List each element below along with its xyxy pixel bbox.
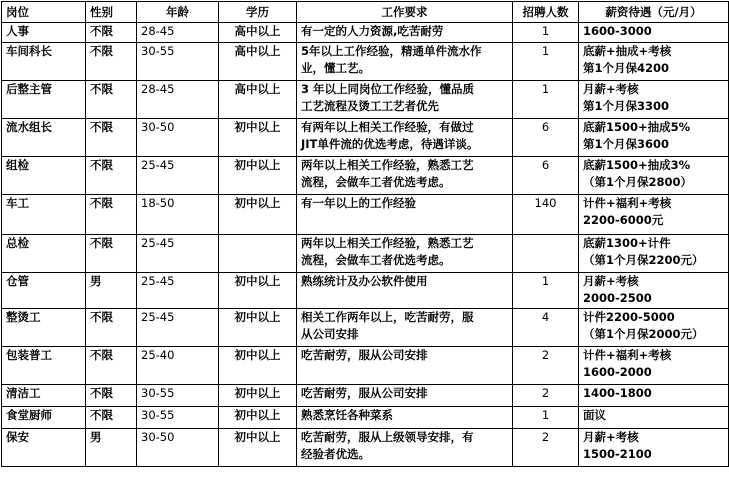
cell-education (219, 235, 297, 273)
cell-gender: 男 (86, 273, 137, 309)
cell-requirement: 熟练统计及办公软件使用 (297, 273, 513, 309)
table-row (2, 273, 729, 309)
cell-gender: 不限 (86, 43, 137, 81)
cell-count: 4 (513, 309, 579, 347)
cell-position: 仓管 (2, 273, 86, 309)
cell-age: 28-45 (137, 23, 219, 43)
cell-education: 初中以上 (219, 119, 297, 157)
table-body (2, 23, 729, 467)
cell-requirement: 3 年以上同岗位工作经验，懂品质 工艺流程及烫工工艺者优先 (297, 81, 513, 119)
cell-education: 初中以上 (219, 385, 297, 407)
table-row (2, 309, 729, 347)
cell-count: 1 (513, 273, 579, 309)
cell-education: 初中以上 (219, 273, 297, 309)
cell-count: 1 (513, 407, 579, 429)
cell-position: 清洁工 (2, 385, 86, 407)
cell-education: 初中以上 (219, 407, 297, 429)
cell-salary: 月薪+考核 第1个月保3300 (579, 81, 729, 119)
cell-salary: 计件2200-5000 （第1个月保2000元） (579, 309, 729, 347)
cell-gender: 不限 (86, 385, 137, 407)
table-row (2, 429, 729, 467)
header-position: 岗位 (2, 2, 86, 23)
table-row (2, 195, 729, 235)
cell-position: 人事 (2, 23, 86, 43)
cell-gender: 不限 (86, 157, 137, 195)
table-row (2, 385, 729, 407)
cell-position: 后整主管 (2, 81, 86, 119)
cell-gender: 男 (86, 429, 137, 467)
cell-requirement: 吃苦耐劳，服从公司安排 (297, 347, 513, 385)
cell-salary: 1400-1800 (579, 385, 729, 407)
cell-age: 25-45 (137, 157, 219, 195)
table-row (2, 235, 729, 273)
table-row (2, 81, 729, 119)
cell-education: 初中以上 (219, 347, 297, 385)
table-row (2, 43, 729, 81)
cell-age: 30-55 (137, 385, 219, 407)
cell-salary: 底薪1500+抽成5% 第1个月保3600 (579, 119, 729, 157)
cell-gender: 不限 (86, 119, 137, 157)
cell-count: 1 (513, 81, 579, 119)
cell-gender: 不限 (86, 235, 137, 273)
cell-requirement: 两年以上相关工作经验，熟悉工艺 流程，会做车工者优选考虑。 (297, 157, 513, 195)
header-count: 招聘人数 (513, 2, 579, 23)
cell-age: 30-50 (137, 429, 219, 467)
cell-gender: 不限 (86, 347, 137, 385)
table-row (2, 407, 729, 429)
cell-position: 车工 (2, 195, 86, 235)
cell-position: 食堂厨师 (2, 407, 86, 429)
cell-requirement: 两年以上相关工作经验，熟悉工艺 流程，会做车工者优选考虑。 (297, 235, 513, 273)
cell-position: 保安 (2, 429, 86, 467)
cell-gender: 不限 (86, 23, 137, 43)
cell-age: 30-50 (137, 119, 219, 157)
cell-salary: 底薪+抽成+考核 第1个月保4200 (579, 43, 729, 81)
header-gender: 性别 (86, 2, 137, 23)
cell-count: 6 (513, 157, 579, 195)
cell-count: 2 (513, 385, 579, 407)
cell-age: 25-45 (137, 309, 219, 347)
cell-position: 包装普工 (2, 347, 86, 385)
cell-education: 高中以上 (219, 81, 297, 119)
table-header-row (2, 2, 729, 23)
cell-count: 2 (513, 429, 579, 467)
cell-age: 25-45 (137, 273, 219, 309)
cell-requirement: 有一定的人力资源,吃苦耐劳 (297, 23, 513, 43)
header-education: 学历 (219, 2, 297, 23)
cell-salary: 底薪1500+抽成3% （第1个月保2800） (579, 157, 729, 195)
cell-education: 初中以上 (219, 157, 297, 195)
cell-position: 流水组长 (2, 119, 86, 157)
cell-requirement: 熟悉烹饪各种菜系 (297, 407, 513, 429)
cell-position: 车间科长 (2, 43, 86, 81)
cell-gender: 不限 (86, 309, 137, 347)
table-row (2, 23, 729, 43)
cell-salary: 1600-3000 (579, 23, 729, 43)
cell-position: 组检 (2, 157, 86, 195)
cell-position: 整烫工 (2, 309, 86, 347)
cell-salary: 月薪+考核 1500-2100 (579, 429, 729, 467)
cell-education: 高中以上 (219, 23, 297, 43)
cell-salary: 计件+福利+考核 2200-6000元 (579, 195, 729, 235)
cell-requirement: 相关工作两年以上，吃苦耐劳，服 从公司安排 (297, 309, 513, 347)
cell-requirement: 有两年以上相关工作经验，有做过 JIT单件流的优选考虑，待遇详谈。 (297, 119, 513, 157)
cell-age: 30-55 (137, 43, 219, 81)
cell-gender: 不限 (86, 81, 137, 119)
cell-age: 18-50 (137, 195, 219, 235)
cell-education: 初中以上 (219, 309, 297, 347)
cell-count: 6 (513, 119, 579, 157)
header-salary: 薪资待遇（元/月） (579, 2, 729, 23)
cell-age: 25-45 (137, 235, 219, 273)
cell-gender: 不限 (86, 407, 137, 429)
cell-requirement: 5年以上工作经验，精通单件流水作 业，懂工艺。 (297, 43, 513, 81)
cell-requirement: 有一年以上的工作经验 (297, 195, 513, 235)
cell-gender: 不限 (86, 195, 137, 235)
cell-count: 1 (513, 23, 579, 43)
table-row (2, 119, 729, 157)
cell-education: 初中以上 (219, 429, 297, 467)
cell-position: 总检 (2, 235, 86, 273)
header-age: 年龄 (137, 2, 219, 23)
cell-count: 140 (513, 195, 579, 235)
cell-salary: 月薪+考核 2000-2500 (579, 273, 729, 309)
cell-age: 30-55 (137, 407, 219, 429)
recruitment-table (1, 1, 729, 467)
cell-education: 初中以上 (219, 195, 297, 235)
cell-salary: 面议 (579, 407, 729, 429)
cell-count (513, 235, 579, 273)
cell-education: 高中以上 (219, 43, 297, 81)
table-row (2, 157, 729, 195)
header-requirement: 工作要求 (297, 2, 513, 23)
table-row (2, 347, 729, 385)
cell-count: 1 (513, 43, 579, 81)
cell-requirement: 吃苦耐劳，服从公司安排 (297, 385, 513, 407)
cell-age: 25-40 (137, 347, 219, 385)
cell-count: 2 (513, 347, 579, 385)
cell-age: 28-45 (137, 81, 219, 119)
cell-requirement: 吃苦耐劳，服从上级领导安排，有 经验者优选。 (297, 429, 513, 467)
cell-salary: 计件+福利+考核 1600-2000 (579, 347, 729, 385)
cell-salary: 底薪1300+计件 （第1个月保2200元） (579, 235, 729, 273)
